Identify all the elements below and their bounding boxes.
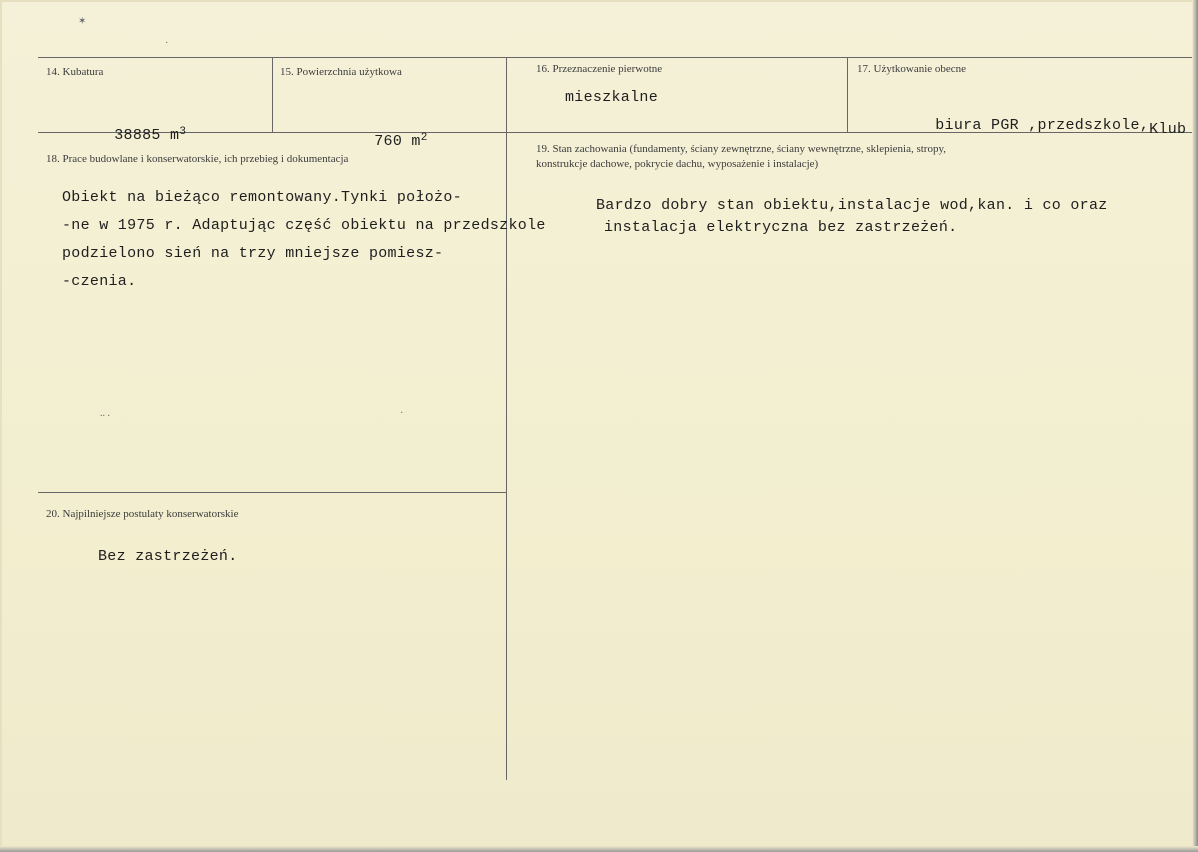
field-17-tail: Klub bbox=[1149, 121, 1187, 138]
field-14-sup: 3 bbox=[179, 126, 187, 138]
field-15-sup: 2 bbox=[420, 132, 428, 144]
field-16-value: mieszkalne bbox=[565, 89, 659, 106]
top-rule bbox=[38, 57, 1198, 58]
paper-speck: ✶ bbox=[78, 16, 87, 27]
card-edge-right bbox=[1192, 0, 1198, 852]
field-14-label: 14. Kubatura bbox=[46, 66, 104, 78]
field-20-value: Bez zastrzeżeń. bbox=[98, 548, 238, 565]
section-20-divider bbox=[38, 492, 506, 493]
paper-speck: · bbox=[400, 408, 404, 419]
field-18-label: 18. Prace budowlane i konserwatorskie, ich przebieg i dokumentacja bbox=[46, 153, 349, 165]
col-divider-1 bbox=[272, 57, 273, 132]
field-19-label-line-1: 19. Stan zachowania (fundamenty, ściany zewnętrzne, ściany wewnętrzne, sklepienia, stropy, bbox=[536, 143, 947, 155]
field-18-line-3: podzielono sień na trzy mniejsze pomiesz- bbox=[62, 245, 444, 262]
field-17-text: biura PGR ,przedszkole, bbox=[935, 117, 1150, 134]
field-20-label: 20. Najpilniejsze postulaty konserwatorskie bbox=[46, 508, 239, 520]
col-divider-3 bbox=[847, 57, 848, 132]
field-15-value bbox=[337, 100, 428, 184]
field-19-label-line-2: konstrukcje dachowe, pokrycie dachu, wyposażenie i instalacje) bbox=[536, 158, 819, 170]
field-19-line-1: Bardzo dobry stan obiektu,instalacje wod,kan. i co oraz bbox=[596, 197, 1108, 214]
field-17-label: 17. Użytkowanie obecne bbox=[857, 63, 967, 75]
card-edge-bottom bbox=[0, 846, 1198, 852]
field-18-line-2: -ne w 1975 r. Adaptując część obiektu na przedszkole bbox=[62, 217, 546, 234]
field-18-line-1: Obiekt na bieżąco remontowany.Tynki położo- bbox=[62, 189, 462, 206]
field-19-line-2: instalacja elektryczna bez zastrzeżeń. bbox=[604, 219, 958, 236]
paper-speck: · bbox=[165, 38, 169, 49]
field-16-label: 16. Przeznaczenie pierwotne bbox=[536, 63, 663, 75]
field-14-text: 38885 m bbox=[114, 127, 180, 144]
field-15-label: 15. Powierzchnia użytkowa bbox=[280, 66, 402, 78]
field-15-text: 760 m bbox=[374, 133, 421, 150]
col-divider-2 bbox=[506, 57, 507, 780]
paper-speck: .. . bbox=[100, 408, 110, 419]
field-18-line-4: -czenia. bbox=[62, 273, 137, 290]
